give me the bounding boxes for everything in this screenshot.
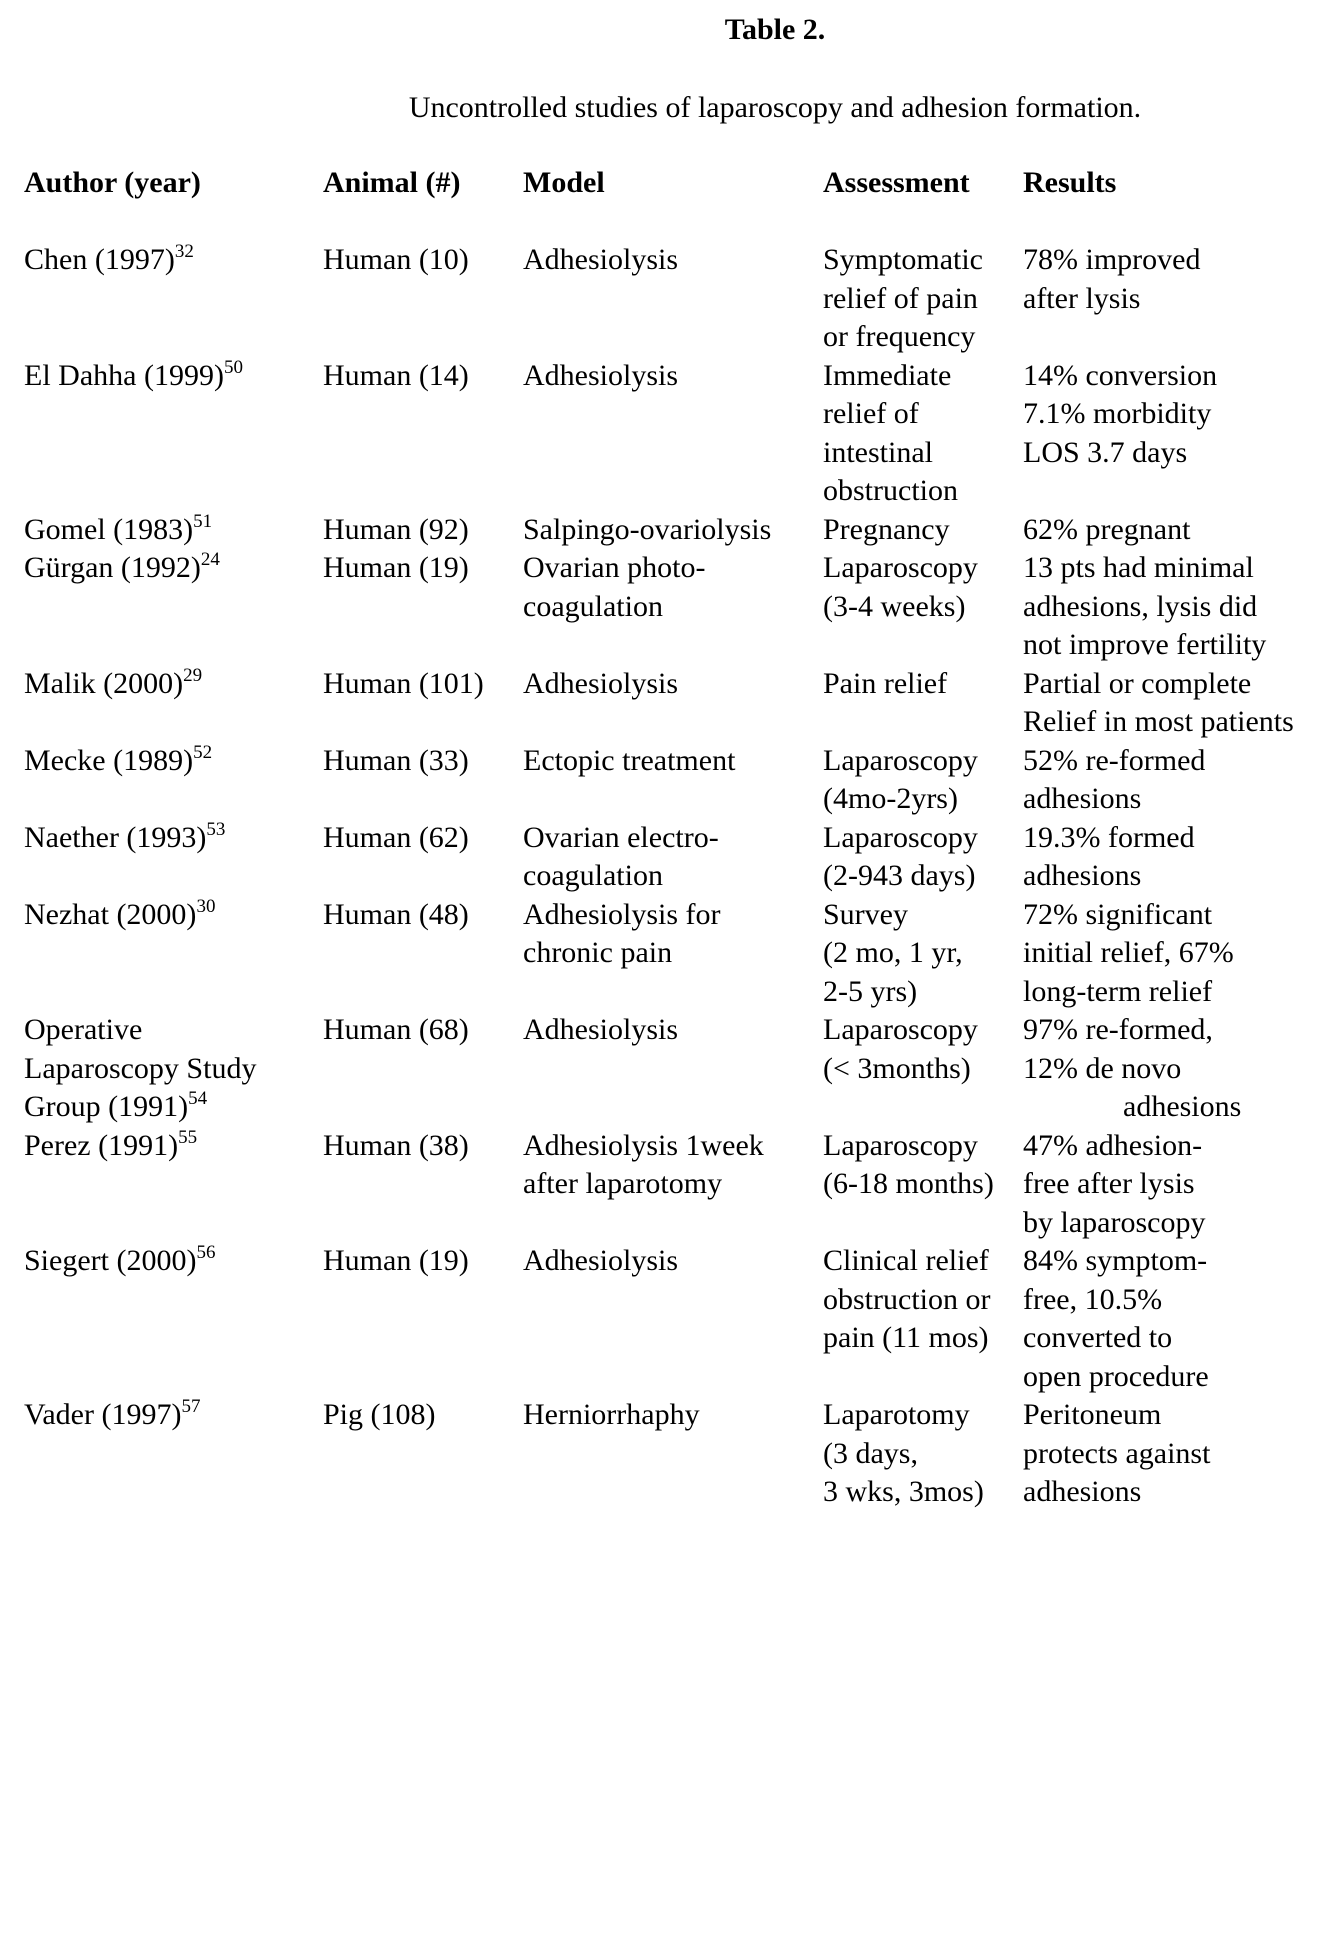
results-line	[1023, 742, 1323, 781]
results-cell	[1023, 1011, 1323, 1127]
animal-text: Pig (108)	[323, 1398, 436, 1431]
results-cell	[1023, 665, 1323, 742]
assessment-line	[823, 511, 1023, 550]
assessment-text: obstruction or	[823, 1282, 991, 1316]
table-body	[24, 241, 1323, 1512]
animal-line	[323, 742, 523, 781]
assessment-cell	[823, 357, 1023, 511]
results-text: adhesions	[1123, 1090, 1242, 1123]
animal-cell	[323, 742, 523, 819]
results-cell	[1023, 1127, 1323, 1243]
results-line	[1023, 241, 1323, 280]
assessment-line	[823, 819, 1023, 858]
author-text: Vader (1997)	[24, 1398, 182, 1431]
assessment-text: obstruction	[823, 474, 958, 507]
author-text: Mecke (1989)	[24, 743, 194, 777]
model-line	[523, 241, 823, 280]
animal-line	[323, 549, 523, 588]
results-text: 14% conversion	[1023, 358, 1218, 392]
results-line	[1023, 1127, 1323, 1166]
author-line	[24, 896, 323, 935]
results-cell	[1023, 819, 1323, 896]
reference-number: 53	[206, 818, 226, 840]
author-text: Perez (1991)	[24, 1128, 179, 1162]
assessment-text: relief of pain	[823, 281, 978, 315]
animal-text: Human (10)	[323, 243, 469, 276]
results-text: converted to	[1023, 1321, 1173, 1354]
table-row	[24, 357, 1323, 511]
results-text: Relief in most patients	[1023, 705, 1294, 738]
author-cell	[24, 742, 323, 819]
model-line	[523, 357, 823, 396]
assessment-text: or frequency	[823, 320, 976, 353]
assessment-cell	[823, 549, 1023, 665]
assessment-text: Laparoscopy	[823, 820, 978, 854]
results-text: 97% re-formed,	[1023, 1013, 1213, 1046]
assessment-text: (6-18 months)	[823, 1167, 994, 1200]
model-cell	[523, 665, 823, 742]
results-line	[1023, 1088, 1323, 1127]
assessment-text: (2-943 days)	[823, 859, 976, 892]
assessment-text: (< 3months)	[823, 1051, 971, 1085]
results-text: 72% significant	[1023, 897, 1213, 931]
animal-cell	[323, 1011, 523, 1127]
author-cell	[24, 549, 323, 665]
header-model: Model	[523, 166, 605, 199]
assessment-cell	[823, 511, 1023, 550]
table-row	[24, 665, 1323, 742]
results-line	[1023, 819, 1323, 858]
results-text: adhesions	[1023, 1475, 1142, 1508]
animal-cell	[323, 819, 523, 896]
model-line	[523, 857, 823, 896]
assessment-text: Pregnancy	[823, 512, 950, 546]
author-cell	[24, 511, 323, 550]
results-line	[1023, 703, 1323, 742]
assessment-line	[823, 434, 1023, 473]
author-line	[24, 1011, 323, 1050]
assessment-line	[823, 280, 1023, 319]
assessment-line	[823, 1435, 1023, 1474]
author-cell	[24, 1242, 323, 1396]
animal-text: Human (68)	[323, 1013, 469, 1046]
assessment-text: Immediate	[823, 358, 952, 392]
header-animal: Animal (#)	[323, 166, 461, 199]
results-cell	[1023, 357, 1323, 511]
animal-line	[323, 511, 523, 550]
results-text: free after lysis	[1023, 1167, 1195, 1200]
table-row	[24, 819, 1323, 896]
author-cell	[24, 1396, 323, 1512]
author-text: El Dahha (1999)	[24, 358, 224, 392]
results-cell	[1023, 549, 1323, 665]
results-line	[1023, 1396, 1323, 1435]
animal-line	[323, 1242, 523, 1281]
model-text: Adhesiolysis	[523, 1244, 679, 1277]
model-text: chronic pain	[523, 936, 673, 969]
results-text: 12% de novo	[1023, 1051, 1182, 1085]
model-text: after laparotomy	[523, 1167, 723, 1200]
reference-number: 30	[196, 895, 216, 917]
table-row	[24, 742, 1323, 819]
reference-number: 50	[223, 356, 243, 378]
reference-number: 29	[183, 664, 203, 686]
assessment-text: 3 wks, 3mos)	[823, 1475, 984, 1508]
model-cell	[523, 1127, 823, 1243]
assessment-cell	[823, 665, 1023, 742]
assessment-line	[823, 1396, 1023, 1435]
results-text: 52% re-formed	[1023, 743, 1206, 777]
author-text: Chen (1997)	[24, 243, 175, 276]
results-cell	[1023, 511, 1323, 550]
table-row	[24, 1396, 1323, 1512]
assessment-cell	[823, 1396, 1023, 1512]
results-line	[1023, 665, 1323, 704]
author-line	[24, 742, 323, 781]
assessment-text: Clinical relief	[823, 1244, 989, 1277]
model-line	[523, 1011, 823, 1050]
model-line	[523, 742, 823, 781]
animal-text: Human (48)	[323, 897, 469, 931]
results-line	[1023, 549, 1323, 588]
reference-number: 54	[188, 1088, 208, 1109]
assessment-text: Pain relief	[823, 666, 948, 700]
assessment-line	[823, 1127, 1023, 1166]
results-cell	[1023, 742, 1323, 819]
results-line	[1023, 1242, 1323, 1281]
table-row	[24, 511, 1323, 550]
model-text: Ovarian electro-	[523, 820, 719, 854]
results-text: after lysis	[1023, 281, 1141, 315]
results-cell	[1023, 241, 1323, 357]
assessment-line	[823, 549, 1023, 588]
results-line	[1023, 357, 1323, 396]
results-text: adhesions, lysis did	[1023, 589, 1258, 623]
animal-cell	[323, 896, 523, 1012]
model-text: Salpingo-ovariolysis	[523, 512, 772, 546]
animal-cell	[323, 665, 523, 742]
results-cell	[1023, 896, 1323, 1012]
author-text: Naether (1993)	[24, 820, 207, 854]
reference-number: 57	[181, 1396, 201, 1417]
model-text: Adhesiolysis	[523, 358, 679, 392]
model-line	[523, 549, 823, 588]
assessment-text: pain (11 mos)	[823, 1321, 989, 1354]
model-cell	[523, 549, 823, 665]
model-cell	[523, 511, 823, 550]
author-text: Operative	[24, 1013, 143, 1046]
author-cell	[24, 357, 323, 511]
results-text: by laparoscopy	[1023, 1205, 1206, 1239]
table-title: Table 2.	[724, 13, 826, 46]
author-text: Gomel (1983)	[24, 512, 194, 546]
assessment-line	[823, 896, 1023, 935]
animal-line	[323, 665, 523, 704]
reference-number: 55	[178, 1126, 198, 1148]
header-results: Results	[1023, 166, 1117, 199]
animal-cell	[323, 1127, 523, 1243]
results-line	[1023, 626, 1323, 665]
results-text: free, 10.5%	[1023, 1282, 1163, 1316]
author-text: Nezhat (2000)	[24, 897, 197, 931]
model-cell	[523, 819, 823, 896]
assessment-cell	[823, 742, 1023, 819]
author-cell	[24, 819, 323, 896]
assessment-cell	[823, 1011, 1023, 1127]
assessment-text: intestinal	[823, 435, 933, 469]
reference-number: 52	[193, 741, 213, 763]
author-text: Laparoscopy Study	[24, 1051, 257, 1085]
assessment-line	[823, 934, 1023, 973]
assessment-line	[823, 318, 1023, 357]
animal-text: Human (92)	[323, 512, 469, 546]
animal-text: Human (38)	[323, 1128, 469, 1162]
animal-cell	[323, 1242, 523, 1396]
results-text: long-term relief	[1023, 974, 1213, 1008]
model-line	[523, 1396, 823, 1435]
animal-line	[323, 896, 523, 935]
animal-line	[323, 1127, 523, 1166]
animal-text: Human (62)	[323, 820, 469, 854]
assessment-text: 2-5 yrs)	[823, 974, 918, 1008]
results-text: LOS 3.7 days	[1023, 435, 1188, 469]
assessment-text: Laparotomy	[823, 1398, 970, 1431]
reference-number: 56	[196, 1242, 216, 1263]
author-line	[24, 1088, 323, 1127]
assessment-line	[823, 588, 1023, 627]
author-line	[24, 549, 323, 588]
assessment-line	[823, 857, 1023, 896]
assessment-line	[823, 1011, 1023, 1050]
results-line	[1023, 973, 1323, 1012]
results-line	[1023, 395, 1323, 434]
assessment-line	[823, 357, 1023, 396]
header-row	[24, 164, 1323, 241]
results-text: open procedure	[1023, 1359, 1209, 1393]
assessment-text: (3 days,	[823, 1436, 918, 1470]
assessment-line	[823, 1281, 1023, 1320]
header-assessment: Assessment	[823, 166, 970, 199]
model-cell	[523, 357, 823, 511]
author-line	[24, 1242, 323, 1281]
results-text: 62% pregnant	[1023, 512, 1191, 546]
assessment-line	[823, 395, 1023, 434]
model-line	[523, 1165, 823, 1204]
assessment-text: relief of	[823, 397, 919, 430]
assessment-text: (2 mo, 1 yr,	[823, 936, 963, 969]
assessment-line	[823, 472, 1023, 511]
results-line	[1023, 1358, 1323, 1397]
results-text: 78% improved	[1023, 243, 1201, 276]
model-cell	[523, 1011, 823, 1127]
table-row	[24, 1011, 1323, 1127]
results-line	[1023, 780, 1323, 819]
table-row	[24, 1127, 1323, 1243]
results-text: adhesions	[1023, 782, 1142, 815]
assessment-cell	[823, 241, 1023, 357]
model-line	[523, 511, 823, 550]
model-cell	[523, 241, 823, 357]
results-line	[1023, 1473, 1323, 1512]
assessment-line	[823, 1242, 1023, 1281]
assessment-cell	[823, 1242, 1023, 1396]
model-line	[523, 1242, 823, 1281]
assessment-line	[823, 780, 1023, 819]
results-text: 19.3% formed	[1023, 820, 1195, 854]
animal-line	[323, 1011, 523, 1050]
model-text: coagulation	[523, 589, 663, 623]
model-text: Adhesiolysis 1week	[523, 1128, 764, 1162]
results-cell	[1023, 1396, 1323, 1512]
table-row	[24, 896, 1323, 1012]
animal-cell	[323, 1396, 523, 1512]
table-caption: Uncontrolled studies of laparoscopy and adhesion formation.	[408, 91, 1142, 124]
assessment-text: Symptomatic	[823, 243, 983, 276]
assessment-text: Laparoscopy	[823, 1013, 978, 1046]
results-line	[1023, 511, 1323, 550]
animal-text: Human (33)	[323, 743, 469, 777]
author-cell	[24, 241, 323, 357]
animal-text: Human (19)	[323, 1244, 469, 1277]
assessment-line	[823, 241, 1023, 280]
results-line	[1023, 1011, 1323, 1050]
header-author: Author (year)	[24, 166, 201, 199]
author-line	[24, 1127, 323, 1166]
model-cell	[523, 1396, 823, 1512]
model-line	[523, 1127, 823, 1166]
author-cell	[24, 896, 323, 1012]
assessment-cell	[823, 896, 1023, 1012]
results-text: 47% adhesion-	[1023, 1128, 1203, 1162]
assessment-line	[823, 1473, 1023, 1512]
author-line	[24, 511, 323, 550]
animal-text: Human (101)	[323, 666, 484, 700]
assessment-text: Laparoscopy	[823, 551, 978, 584]
animal-cell	[323, 357, 523, 511]
assessment-line	[823, 973, 1023, 1012]
author-text: Siegert (2000)	[24, 1244, 197, 1277]
author-line	[24, 819, 323, 858]
author-cell	[24, 665, 323, 742]
results-line	[1023, 896, 1323, 935]
author-text: Gürgan (1992)	[24, 551, 201, 584]
results-line	[1023, 280, 1323, 319]
results-text: initial relief, 67%	[1023, 936, 1234, 969]
results-text: 13 pts had minimal	[1023, 551, 1254, 584]
model-text: Adhesiolysis for	[523, 897, 721, 931]
animal-line	[323, 241, 523, 280]
results-line	[1023, 1435, 1323, 1474]
results-cell	[1023, 1242, 1323, 1396]
results-line	[1023, 1319, 1323, 1358]
assessment-text: Laparoscopy	[823, 743, 978, 777]
results-line	[1023, 1281, 1323, 1320]
assessment-cell	[823, 1127, 1023, 1243]
model-cell	[523, 1242, 823, 1396]
model-line	[523, 934, 823, 973]
results-text: 7.1% morbidity	[1023, 397, 1212, 430]
model-text: Adhesiolysis	[523, 243, 679, 276]
model-line	[523, 896, 823, 935]
model-text: Adhesiolysis	[523, 666, 679, 700]
animal-cell	[323, 511, 523, 550]
author-line	[24, 665, 323, 704]
animal-cell	[323, 549, 523, 665]
animal-text: Human (19)	[323, 551, 469, 584]
author-line	[24, 1050, 323, 1089]
results-line	[1023, 857, 1323, 896]
results-line	[1023, 1165, 1323, 1204]
assessment-cell	[823, 819, 1023, 896]
results-line	[1023, 434, 1323, 473]
results-line	[1023, 588, 1323, 627]
model-text: Ovarian photo-	[523, 551, 706, 584]
author-cell	[24, 1127, 323, 1243]
animal-line	[323, 357, 523, 396]
assessment-line	[823, 742, 1023, 781]
assessment-line	[823, 1050, 1023, 1089]
model-text: Adhesiolysis	[523, 1013, 679, 1046]
animal-text: Human (14)	[323, 358, 469, 392]
model-line	[523, 819, 823, 858]
reference-number: 51	[193, 510, 213, 532]
assessment-line	[823, 1165, 1023, 1204]
results-text: 84% symptom-	[1023, 1244, 1208, 1277]
table-row	[24, 241, 1323, 357]
assessment-line	[823, 665, 1023, 704]
reference-number: 24	[200, 549, 220, 570]
author-cell	[24, 1011, 323, 1127]
results-text: protects against	[1023, 1436, 1211, 1470]
studies-table	[24, 164, 1323, 1512]
model-cell	[523, 742, 823, 819]
table-row	[24, 549, 1323, 665]
author-line	[24, 357, 323, 396]
author-line	[24, 1396, 323, 1435]
results-text: not improve fertility	[1023, 628, 1267, 661]
animal-line	[323, 819, 523, 858]
model-text: Herniorrhaphy	[523, 1398, 700, 1431]
assessment-text: (3-4 weeks)	[823, 589, 966, 623]
author-text: Group (1991)	[24, 1090, 189, 1123]
results-text: Peritoneum	[1023, 1398, 1162, 1431]
model-line	[523, 588, 823, 627]
author-line	[24, 241, 323, 280]
results-text: Partial or complete	[1023, 666, 1252, 700]
model-text: coagulation	[523, 859, 663, 892]
results-line	[1023, 1204, 1323, 1243]
assessment-text: Survey	[823, 897, 908, 931]
table-row	[24, 1242, 1323, 1396]
results-text: adhesions	[1023, 859, 1142, 892]
author-text: Malik (2000)	[24, 666, 184, 700]
model-cell	[523, 896, 823, 1012]
assessment-text: Laparoscopy	[823, 1128, 978, 1162]
assessment-text: (4mo-2yrs)	[823, 782, 958, 815]
assessment-line	[823, 1319, 1023, 1358]
animal-line	[323, 1396, 523, 1435]
animal-cell	[323, 241, 523, 357]
model-line	[523, 665, 823, 704]
results-line	[1023, 1050, 1323, 1089]
results-line	[1023, 934, 1323, 973]
reference-number: 32	[174, 241, 194, 262]
model-text: Ectopic treatment	[523, 743, 736, 777]
